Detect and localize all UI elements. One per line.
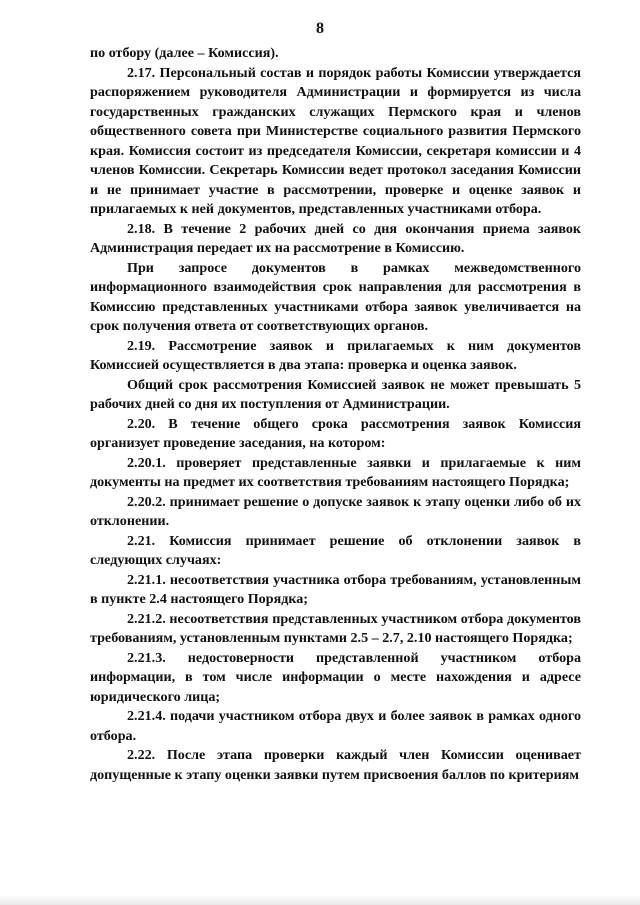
paragraph-2-21-2: 2.21.2. несоответствия представленных участником отбора документов требованиям, установленным пунктами 2.5 – 2.7, 2.10 настоящего Порядка; <box>90 610 581 646</box>
paragraph-2-18: 2.18. В течение 2 рабочих дней со дня окончания приема заявок Администрация передает их на рассмотрение в Комиссию. <box>90 220 581 256</box>
page-bottom-edge <box>0 895 640 905</box>
document-body <box>90 44 581 785</box>
paragraph-2-17: 2.17. Персональный состав и порядок работы Комиссии утверждается распоряжением руководителя Администрации и формируется из числа государственных гражданских служащих Пермского края и членов общественного совета при Министерстве социального развития Пермского края. Комиссия состоит из председателя Комиссии, секретаря комиссии и 4 членов Комиссии. Секретарь Комиссии ведет протокол заседания Комиссии и не принимает участие в рассмотрении, проверке и оценке заявок и прилагаемых к ней документов, представленных участниками отбора. <box>90 64 581 217</box>
paragraph-review-term: Общий срок рассмотрения Комиссией заявок не может превышать 5 рабочих дней со дня их поступления от Администрации. <box>90 376 581 412</box>
paragraph-interagency-request: При запросе документов в рамках межведомственного информационного взаимодействия срок направления для рассмотрения в Комиссию представленных участниками отбора заявок увеличивается на срок получения ответа от соответствующих органов. <box>90 259 581 334</box>
paragraph-2-21-1: 2.21.1. несоответствия участника отбора требованиям, установленным в пункте 2.4 настоящего Порядка; <box>90 571 581 607</box>
paragraph-2-21-4: 2.21.4. подачи участником отбора двух и более заявок в рамках одного отбора. <box>90 708 581 744</box>
paragraph-2-21-3: 2.21.3. недостоверности представленной участником отбора информации, в том числе информации о месте нахождения и адресе юридического лица; <box>90 649 581 705</box>
page-number: 8 <box>316 20 324 37</box>
paragraph-2-22: 2.22. После этапа проверки каждый член Комиссии оценивает допущенные к этапу оценки заявки путем присвоения баллов по критериям <box>90 747 581 783</box>
paragraph-2-19: 2.19. Рассмотрение заявок и прилагаемых к ним документов Комиссией осуществляется в два этапа: проверка и оценка заявок. <box>90 337 581 373</box>
paragraph-2-20-2: 2.20.2. принимает решение о допуске заявок к этапу оценки либо об их отклонении. <box>90 493 581 529</box>
paragraph-2-21: 2.21. Комиссия принимает решение об отклонении заявок в следующих случаях: <box>90 532 581 568</box>
paragraph-2-20: 2.20. В течение общего срока рассмотрения заявок Комиссия организует проведение заседания, на котором: <box>90 415 581 451</box>
paragraph-continuation: по отбору (далее – Комиссия). <box>90 45 279 61</box>
paragraph-2-20-1: 2.20.1. проверяет представленные заявки и прилагаемые к ним документы на предмет их соответствия требованиям настоящего Порядка; <box>90 454 581 490</box>
